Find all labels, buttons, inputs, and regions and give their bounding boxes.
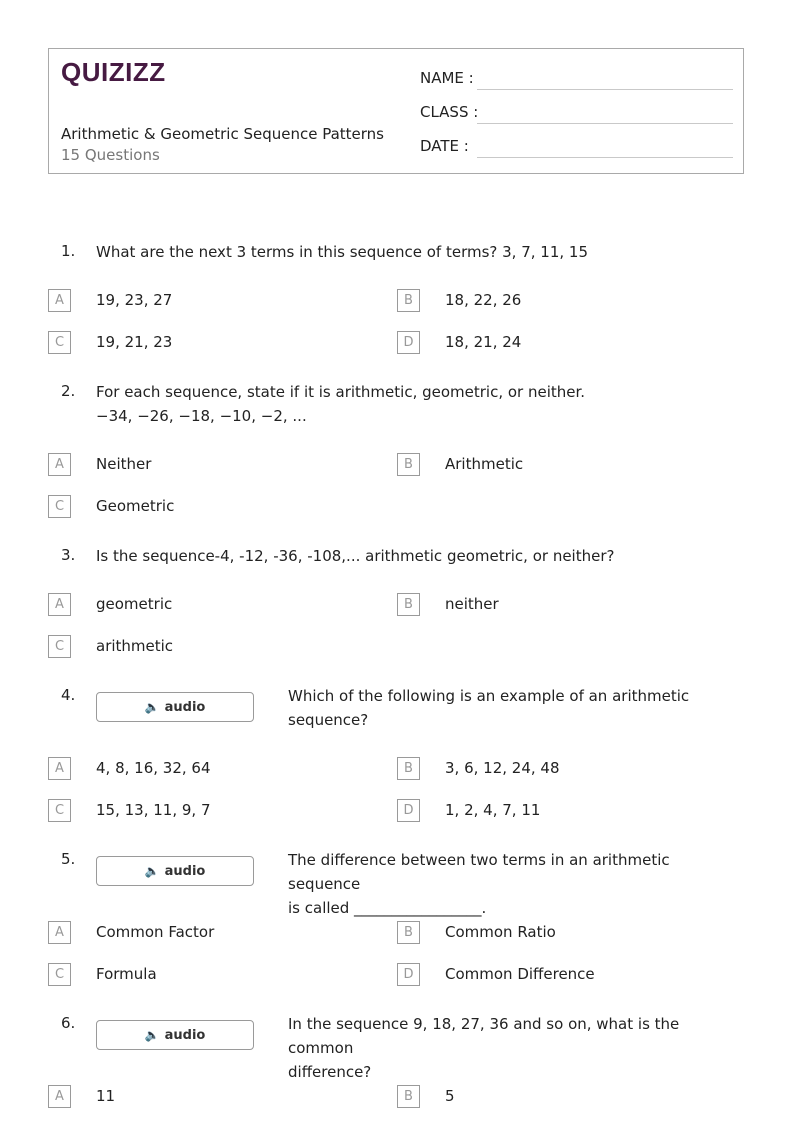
question-number: 1.	[61, 242, 76, 260]
option-c-text: Geometric	[96, 497, 175, 515]
question-line: What are the next 3 terms in this sequence of terms? 3, 7, 11, 15	[96, 243, 589, 261]
option-a-text: geometric	[96, 595, 173, 613]
question-number: 2.	[61, 382, 76, 400]
question-text	[96, 240, 588, 264]
name-label: NAME :	[420, 69, 474, 87]
option-b-text: 5	[445, 1087, 455, 1105]
option-c-box[interactable]: C	[48, 331, 71, 354]
date-line[interactable]	[477, 157, 733, 158]
question-line: difference?	[288, 1063, 372, 1081]
option-a-box[interactable]: A	[48, 593, 71, 616]
option-a-text: 11	[96, 1087, 116, 1105]
question-text	[288, 1012, 738, 1084]
audio-label: audio	[164, 863, 206, 879]
option-c-text: 19, 21, 23	[96, 333, 173, 351]
question-text	[96, 380, 585, 428]
option-b-box[interactable]: B	[397, 1085, 420, 1108]
question-number: 4.	[61, 686, 76, 704]
class-label: CLASS :	[420, 103, 479, 121]
question-line: −34, −26, −18, −10, −2, ...	[96, 407, 307, 425]
option-b-text: Arithmetic	[445, 455, 524, 473]
option-a-box[interactable]: A	[48, 921, 71, 944]
question-number: 6.	[61, 1014, 76, 1032]
speaker-icon: 🔈	[144, 1028, 160, 1042]
option-b-text: Common Ratio	[445, 923, 556, 941]
audio-label: audio	[164, 699, 206, 715]
option-a-box[interactable]: A	[48, 757, 71, 780]
question-line: The difference between two terms in an arithmetic sequence	[288, 851, 670, 893]
option-b-box[interactable]: B	[397, 921, 420, 944]
date-label: DATE :	[420, 137, 469, 155]
option-a-text: Neither	[96, 455, 152, 473]
option-b-box[interactable]: B	[397, 757, 420, 780]
option-b-text: 3, 6, 12, 24, 48	[445, 759, 560, 777]
worksheet-header	[48, 48, 744, 174]
question-line: is called _________________.	[288, 899, 487, 917]
question-count: 15 Questions	[61, 146, 160, 164]
question-line: For each sequence, state if it is arithmetic, geometric, or neither.	[96, 383, 586, 401]
option-a-text: 4, 8, 16, 32, 64	[96, 759, 211, 777]
option-a-box[interactable]: A	[48, 1085, 71, 1108]
class-line[interactable]	[477, 123, 733, 124]
option-b-box[interactable]: B	[397, 453, 420, 476]
audio-button[interactable]	[96, 692, 254, 722]
option-c-box[interactable]: C	[48, 963, 71, 986]
option-d-box[interactable]: D	[397, 799, 420, 822]
option-c-text: 15, 13, 11, 9, 7	[96, 801, 211, 819]
option-a-text: 19, 23, 27	[96, 291, 173, 309]
option-c-text: arithmetic	[96, 637, 174, 655]
question-line: sequence?	[288, 711, 369, 729]
question-line: Which of the following is an example of an arithmetic	[288, 687, 690, 705]
name-line[interactable]	[477, 89, 733, 90]
option-a-box[interactable]: A	[48, 453, 71, 476]
option-b-box[interactable]: B	[397, 593, 420, 616]
question-number: 3.	[61, 546, 76, 564]
question-number: 5.	[61, 850, 76, 868]
option-c-box[interactable]: C	[48, 495, 71, 518]
question-line: Is the sequence-4, -12, -36, -108,... arithmetic geometric, or neither?	[96, 547, 615, 565]
audio-button[interactable]	[96, 1020, 254, 1050]
speaker-icon: 🔈	[144, 700, 160, 714]
question-text	[96, 544, 614, 568]
option-b-text: 18, 22, 26	[445, 291, 522, 309]
question-line: In the sequence 9, 18, 27, 36 and so on, what is the common	[288, 1015, 680, 1057]
worksheet-title: Arithmetic & Geometric Sequence Patterns	[61, 125, 384, 143]
question-text	[288, 684, 738, 732]
audio-button[interactable]	[96, 856, 254, 886]
option-a-text: Common Factor	[96, 923, 215, 941]
option-d-text: 1, 2, 4, 7, 11	[445, 801, 541, 819]
option-d-box[interactable]: D	[397, 963, 420, 986]
option-c-box[interactable]: C	[48, 799, 71, 822]
option-c-text: Formula	[96, 965, 157, 983]
speaker-icon: 🔈	[144, 864, 160, 878]
option-c-box[interactable]: C	[48, 635, 71, 658]
option-b-box[interactable]: B	[397, 289, 420, 312]
option-d-box[interactable]: D	[397, 331, 420, 354]
option-a-box[interactable]: A	[48, 289, 71, 312]
quizizz-logo: QUIZIZZ	[61, 57, 166, 87]
option-d-text: Common Difference	[445, 965, 595, 983]
audio-label: audio	[164, 1027, 206, 1043]
question-text	[288, 848, 738, 920]
option-b-text: neither	[445, 595, 499, 613]
option-d-text: 18, 21, 24	[445, 333, 522, 351]
